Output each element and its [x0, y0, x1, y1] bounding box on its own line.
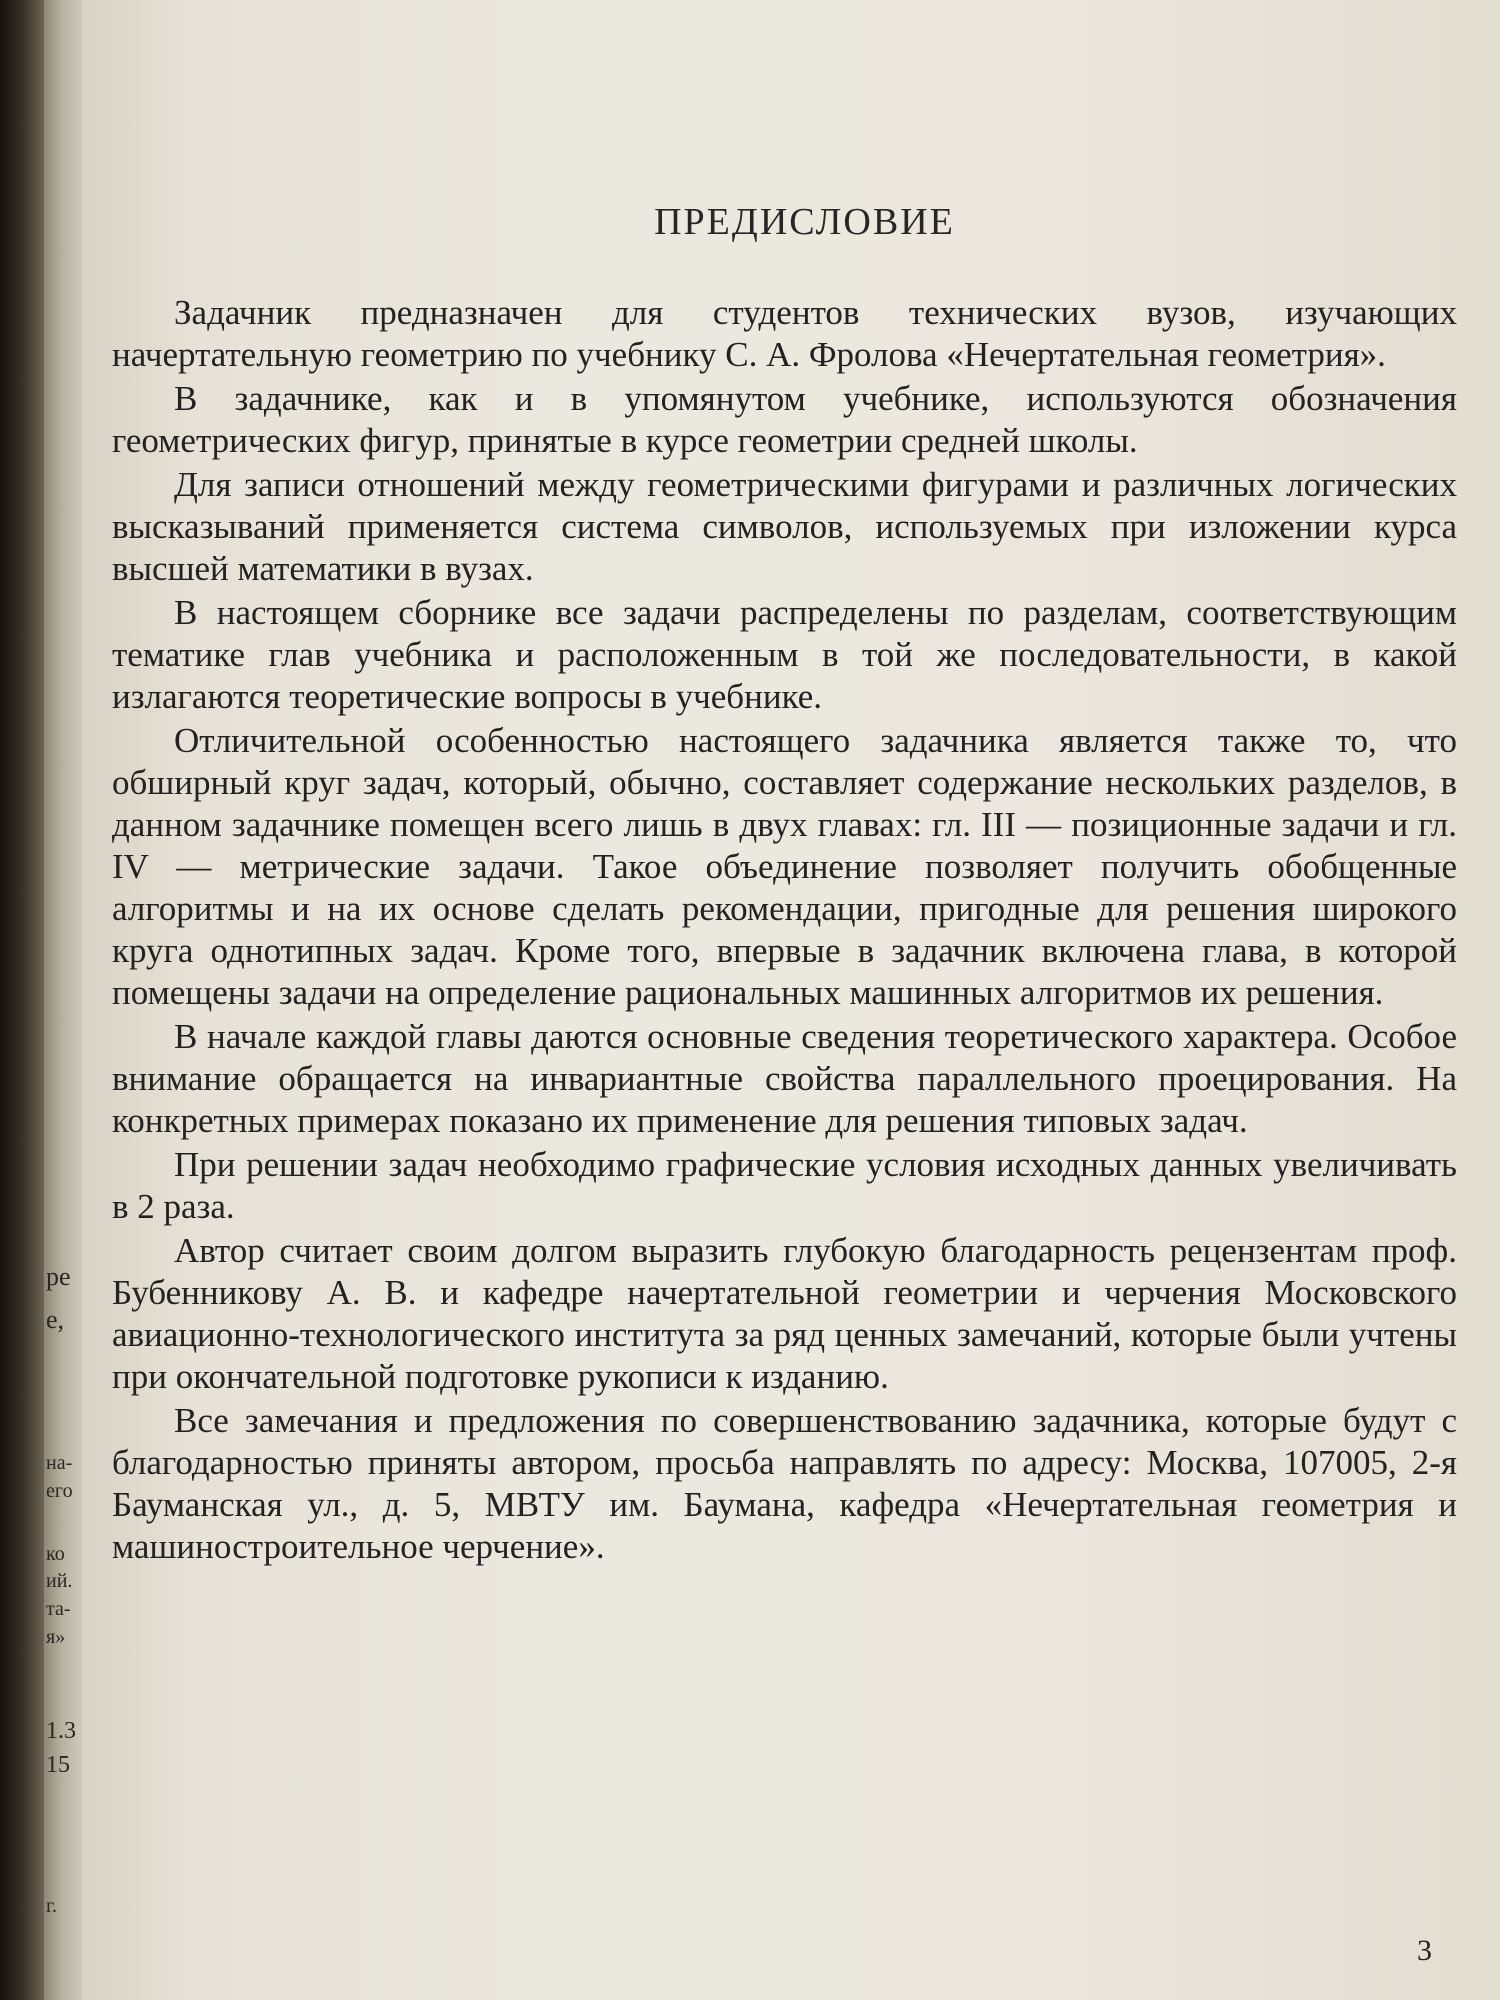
- preface-paragraph: В настоящем сборнике все задачи распределены по разделам, соответствующим тематике глав учебника и расположенным в той же последовательности, в какой излагаются теоретические вопросы в учебнике.: [112, 593, 1457, 716]
- left-page-fragment: ре: [46, 1262, 71, 1291]
- left-page-edge: [44, 0, 82, 2000]
- page-number: 3: [1417, 1934, 1432, 1967]
- preface-paragraph: Автор считает своим долгом выразить глубокую благодарность рецензентам проф. Бубенникову А. В. и кафедре начертательной геометрии и черчения Московского авиационно-технологического института за ряд ценных замечаний, которые были учтены при окончательной подготовке рукописи к изданию.: [112, 1231, 1457, 1396]
- book-page: [82, 0, 1500, 2000]
- book-gutter: [0, 0, 44, 2000]
- preface-paragraph: В начале каждой главы даются основные сведения теоретического характера. Особое внимание обращается на инвариантные свойства параллельного проецирования. На конкретных примерах показано их применение для решения типовых задач.: [112, 1017, 1457, 1140]
- left-page-fragment: его: [46, 1480, 73, 1502]
- preface-paragraph: Для записи отношений между геометрическими фигурами и различных логических высказываний применяется система символов, используемых при изложении курса высшей математики в вузах.: [112, 465, 1457, 588]
- preface-content: [112, 200, 1457, 1570]
- left-page-fragment: ко: [46, 1543, 65, 1565]
- left-page-fragment: та-: [46, 1598, 71, 1620]
- preface-paragraph: Отличительной особенностью настоящего задачника является также то, что обширный круг задач, который, обычно, составляет содержание нескольких разделов, в данном задачнике помещен всего лишь в двух главах: гл. III — позиционные задачи и гл. IV — метрические задачи. Такое объединение позволяет получить обобщенные алгоритмы и на их основе сделать рекомендации, пригодные для решения широкого круга однотипных задач. Кроме того, впервые в задачник включена глава, в которой помещены задачи на определение рациональных машинных алгоритмов их решения.: [112, 721, 1457, 1012]
- page-title: ПРЕДИСЛОВИЕ: [654, 201, 955, 243]
- left-page-fragment: 15: [46, 1752, 70, 1778]
- left-page-fragment: на-: [46, 1452, 73, 1474]
- left-page-fragment: 1.3: [46, 1718, 76, 1744]
- preface-paragraph: В задачнике, как и в упомянутом учебнике, используются обозначения геометрических фигур, принятые в курсе геометрии средней школы.: [112, 379, 1457, 460]
- preface-paragraph: При решении задач необходимо графические условия исходных данных увеличивать в 2 раза.: [112, 1145, 1457, 1226]
- preface-paragraph: Все замечания и предложения по совершенствованию задачника, которые будут с благодарностью приняты автором, просьба направлять по адресу: Москва, 107005, 2-я Бауманская ул., д. 5, МВТУ им. Баумана, кафедра «Нечертательная геометрия и машиностроительное черчение».: [112, 1401, 1457, 1566]
- preface-paragraph: Задачник предназначен для студентов технических вузов, изучающих начертательную геометрию по учебнику С. А. Фролова «Нечертательная геометрия».: [112, 293, 1457, 374]
- left-page-fragment: е,: [46, 1305, 65, 1334]
- left-page-fragment: ий.: [46, 1570, 73, 1592]
- left-page-fragment: г.: [46, 1895, 57, 1917]
- left-page-fragment: я»: [46, 1626, 66, 1648]
